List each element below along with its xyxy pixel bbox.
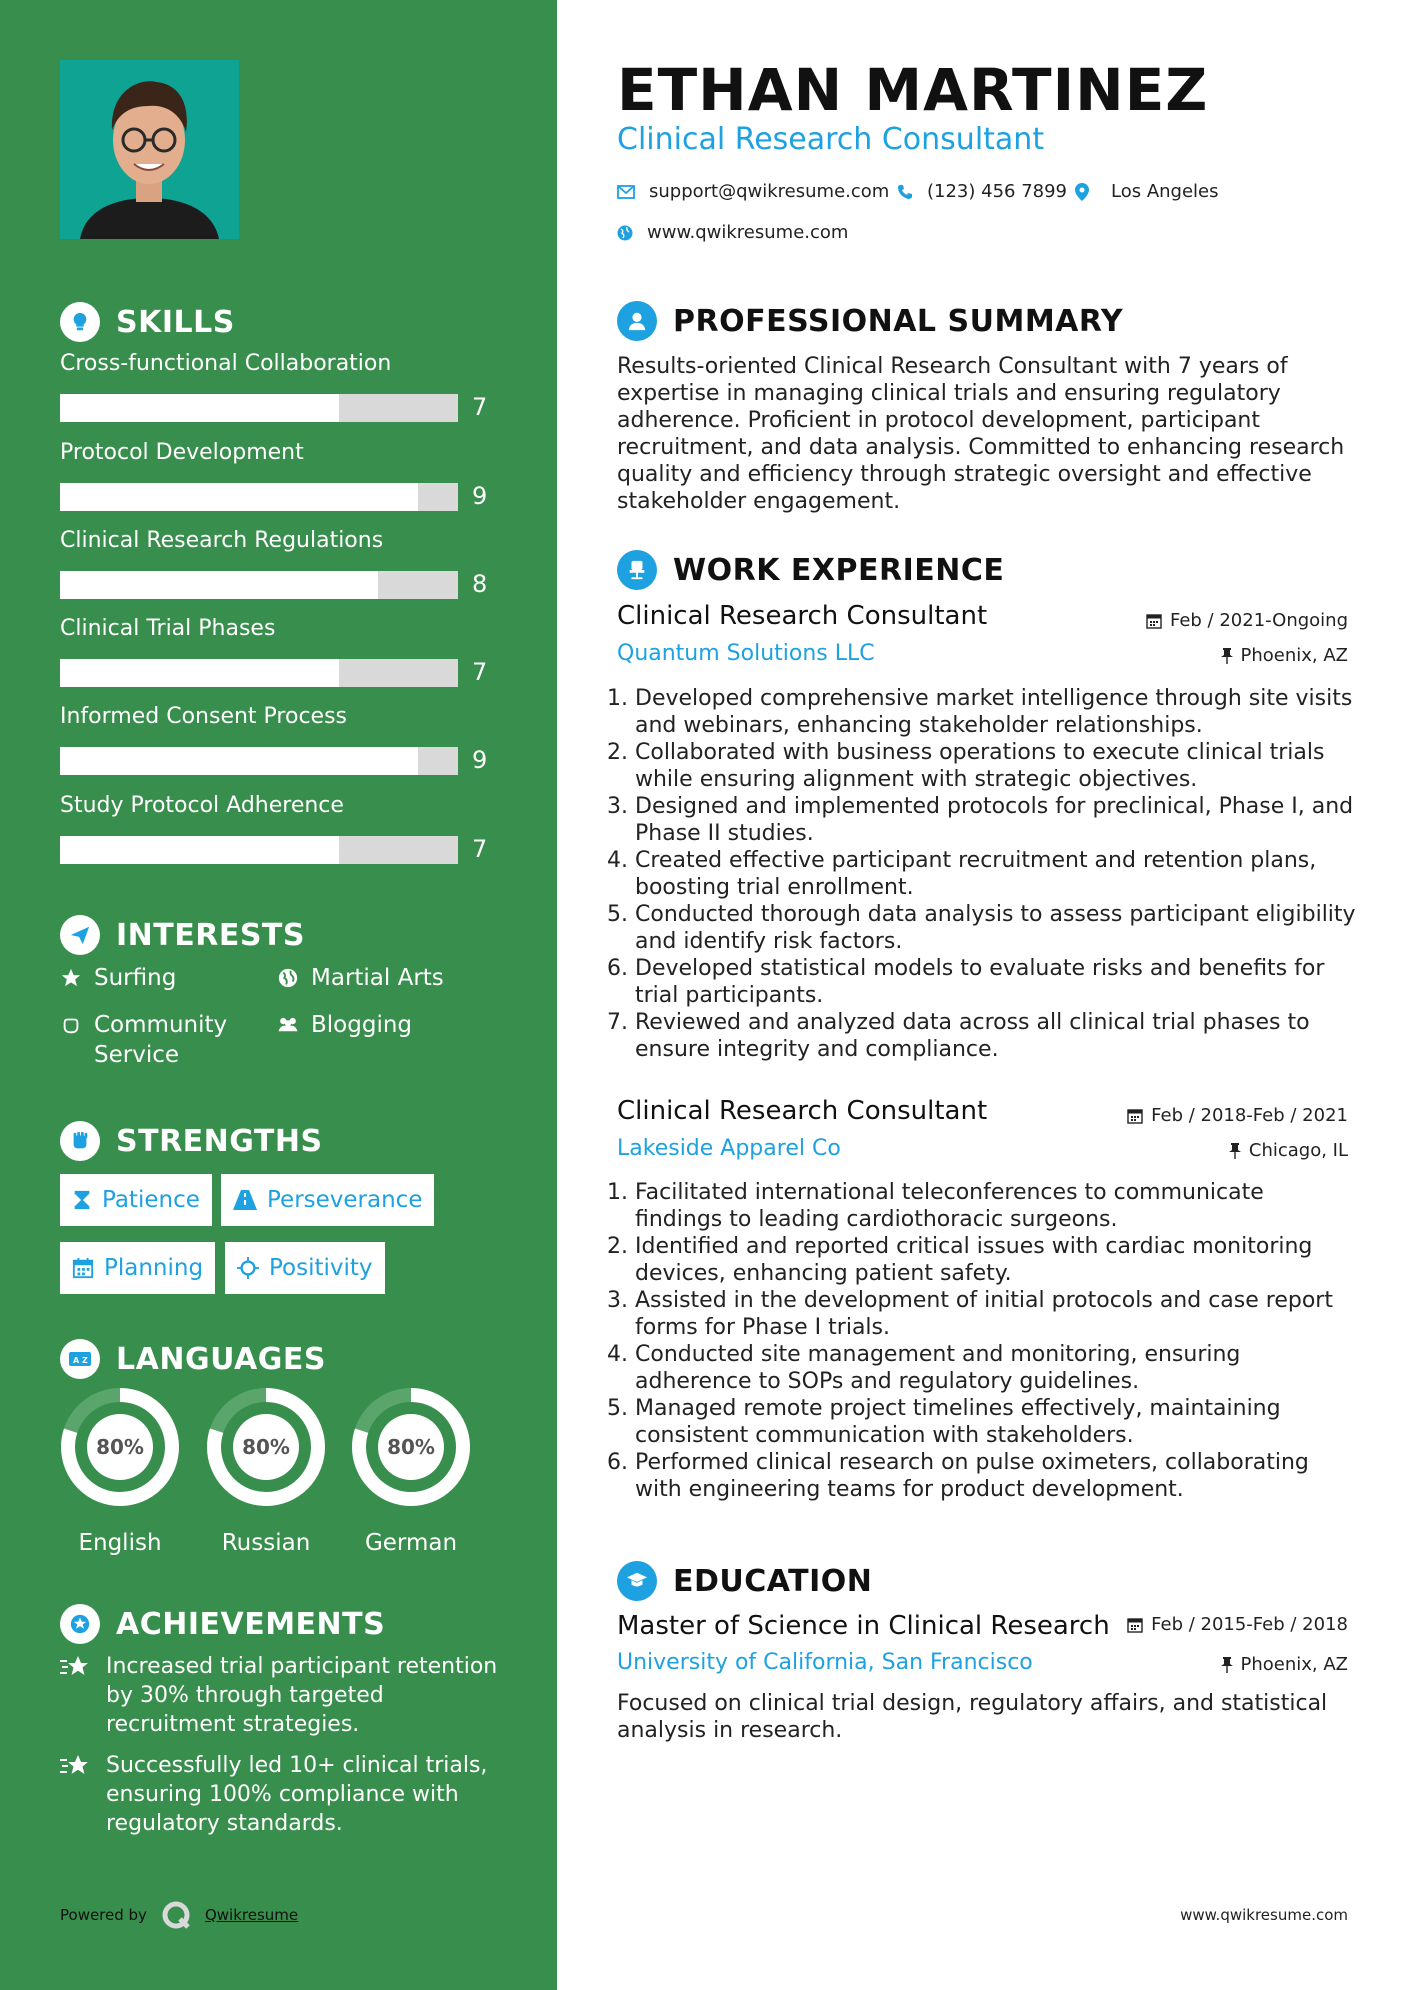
skill-bar [60, 394, 458, 422]
language-percent: 80% [96, 1435, 144, 1459]
star-badge-icon [60, 1751, 94, 1838]
paper-plane-icon [60, 915, 100, 955]
globe-icon [617, 225, 633, 241]
contact-email[interactable]: support@qwikresume.com [617, 181, 889, 202]
powered-by: Powered by Qwikresume [60, 1900, 298, 1930]
skill-name: Clinical Research Regulations [60, 528, 384, 553]
fist-icon [60, 1121, 100, 1161]
contact-website[interactable]: www.qwikresume.com [617, 222, 848, 243]
education-heading: EDUCATION [617, 1561, 872, 1601]
language-item [350, 1386, 472, 1556]
skill-bar-fill [60, 659, 339, 687]
skill-name: Protocol Development [60, 440, 304, 465]
job-company: Lakeside Apparel Co [617, 1136, 841, 1161]
achievement-item: Successfully led 10+ clinical trials, ensuring 100% compliance with regulatory standards. [60, 1751, 510, 1838]
education-date: Feb / 2015-Feb / 2018 [1127, 1614, 1348, 1635]
language-name: English [78, 1530, 162, 1556]
education-location: Phoenix, AZ [1221, 1654, 1349, 1675]
language-progress-ring [59, 1386, 181, 1508]
phone-icon [897, 184, 913, 200]
achievement-item: Increased trial participant retention by 30% through targeted recruitment strategies. [60, 1652, 510, 1739]
interest-item: Martial Arts [277, 963, 444, 993]
language-item [59, 1386, 181, 1556]
pushpin-icon [1221, 648, 1233, 664]
users-icon [277, 1010, 299, 1036]
job-date: Feb / 2021-Ongoing [1146, 610, 1348, 631]
skill-name: Clinical Trial Phases [60, 616, 276, 641]
language-icon [60, 1339, 100, 1379]
duty-item: 6. Developed statistical models to evaluate risks and benefits for trial participants. [635, 955, 1357, 1009]
education-text: Focused on clinical trial design, regulatory affairs, and statistical analysis in research. [617, 1691, 1328, 1743]
interest-item: Community Service [60, 1010, 260, 1070]
sun-icon [237, 1257, 259, 1279]
star-badge-icon [60, 1652, 94, 1739]
duty-item: 3. Designed and implemented protocols for preclinical, Phase I, and Phase II studies. [635, 793, 1357, 847]
road-icon [233, 1190, 257, 1210]
skill-item [60, 616, 500, 686]
svg-text:A: A [73, 1356, 80, 1365]
skill-bar-fill [60, 571, 378, 599]
hand-icon [60, 1010, 82, 1036]
skill-bar [60, 836, 458, 864]
summary-heading: PROFESSIONAL SUMMARY [617, 301, 1123, 341]
svg-text:Z: Z [82, 1356, 88, 1365]
language-progress-ring [205, 1386, 327, 1508]
star-icon [60, 963, 82, 989]
skill-value: 9 [472, 746, 488, 774]
skill-bar [60, 571, 458, 599]
calendar-icon [72, 1257, 94, 1279]
interests-heading: INTERESTS [60, 915, 305, 955]
languages-heading: A Z LANGUAGES [60, 1339, 326, 1379]
map-pin-icon [1075, 183, 1089, 201]
skill-value: 7 [472, 835, 488, 863]
summary-text: Results-oriented Clinical Research Consultant with 7 years of expertise in managing clinical trials and ensuring regulatory adherence. Proficient in protocol development, participant recruitment, and data analysis. Committed to enhancing research quality and efficiency through strategic oversight and effective stakeholder engagement. [617, 354, 1345, 514]
achievement-star-icon [60, 1604, 100, 1644]
skill-bar [60, 659, 458, 687]
job-date: Feb / 2018-Feb / 2021 [1127, 1105, 1348, 1126]
school-name: University of California, San Francisco [617, 1650, 1033, 1675]
duty-item: 5. Managed remote project timelines effectively, maintaining consistent communication with stakeholders. [635, 1395, 1357, 1449]
degree-title: Master of Science in Clinical Research [617, 1611, 1110, 1641]
duty-item: 2. Collaborated with business operations to execute clinical trials while ensuring alignment with strategic objectives. [635, 739, 1357, 793]
duty-item: 1. Developed comprehensive market intelligence through site visits and webinars, enhancing stakeholder relationships. [635, 685, 1357, 739]
job-location: Phoenix, AZ [1221, 645, 1349, 666]
job-title: Clinical Research Consultant [617, 601, 988, 631]
pushpin-icon [1229, 1143, 1241, 1159]
qwikresume-logo-icon [161, 1900, 191, 1930]
lightbulb-icon [60, 302, 100, 342]
duty-item: 3. Assisted in the development of initial protocols and case report forms for Phase I trials. [635, 1287, 1357, 1341]
achievements-heading: ACHIEVEMENTS [60, 1604, 385, 1644]
duty-item: 2. Identified and reported critical issues with cardiac monitoring devices, enhancing patient safety. [635, 1233, 1357, 1287]
interest-item: Blogging [277, 1010, 412, 1040]
duty-item: 1. Facilitated international teleconferences to communicate findings to leading cardiothoracic surgeons. [635, 1179, 1357, 1233]
contact-location: Los Angeles [1075, 181, 1219, 202]
skill-item [60, 704, 500, 774]
footer-website[interactable]: www.qwikresume.com [1180, 1906, 1348, 1924]
strength-badge: Positivity [225, 1242, 385, 1294]
language-percent: 80% [387, 1435, 435, 1459]
language-name: Russian [221, 1530, 311, 1556]
skill-bar-fill [60, 394, 339, 422]
skill-name: Cross-functional Collaboration [60, 351, 392, 376]
language-progress-ring [350, 1386, 472, 1508]
skill-item [60, 793, 500, 863]
pushpin-icon [1221, 1657, 1233, 1673]
skill-value: 7 [472, 658, 488, 686]
strength-badge: Perseverance [221, 1174, 434, 1226]
calendar-icon [1127, 1617, 1143, 1633]
skill-value: 7 [472, 393, 488, 421]
skill-name: Informed Consent Process [60, 704, 347, 729]
sidebar [0, 0, 557, 1990]
strengths-heading: STRENGTHS [60, 1121, 323, 1161]
skill-item [60, 351, 500, 421]
skill-name: Study Protocol Adherence [60, 793, 344, 818]
skill-bar-fill [60, 483, 418, 511]
duty-item: 6. Performed clinical research on pulse oximeters, collaborating with engineering teams for product development. [635, 1449, 1357, 1503]
job-location: Chicago, IL [1229, 1140, 1348, 1161]
language-item [205, 1386, 327, 1556]
skill-bar-fill [60, 836, 339, 864]
language-name: German [364, 1530, 458, 1556]
skill-bar [60, 483, 458, 511]
duty-item: 5. Conducted thorough data analysis to assess participant eligibility and identify risk factors. [635, 901, 1357, 955]
job-duties [617, 1179, 1357, 1503]
skill-value: 8 [472, 570, 488, 598]
skill-bar [60, 747, 458, 775]
contact-phone[interactable]: (123) 456 7899 [897, 181, 1067, 202]
user-icon [617, 301, 657, 341]
skill-value: 9 [472, 482, 488, 510]
language-percent: 80% [242, 1435, 290, 1459]
candidate-name: ETHAN MARTINEZ [617, 56, 1209, 124]
interest-item: Surfing [60, 963, 176, 993]
candidate-role: Clinical Research Consultant [617, 122, 1045, 157]
duty-item: 4. Created effective participant recruitment and retention plans, boosting trial enrollment. [635, 847, 1357, 901]
skills-heading: SKILLS [60, 302, 235, 342]
skill-item [60, 528, 500, 598]
envelope-icon [617, 185, 635, 199]
strength-badge: Planning [60, 1242, 215, 1294]
job-duties [617, 685, 1357, 1063]
job-company: Quantum Solutions LLC [617, 641, 875, 666]
experience-heading: WORK EXPERIENCE [617, 550, 1004, 590]
duty-item: 4. Conducted site management and monitoring, ensuring adherence to SOPs and regulatory guidelines. [635, 1341, 1357, 1395]
skill-bar-fill [60, 747, 418, 775]
calendar-icon [1146, 613, 1162, 629]
skill-item [60, 440, 500, 510]
qwikresume-link[interactable]: Qwikresume [204, 1906, 299, 1924]
profile-photo [60, 60, 239, 239]
calendar-icon [1127, 1108, 1143, 1124]
chair-icon [617, 550, 657, 590]
strength-badge: Patience [60, 1174, 212, 1226]
job-title: Clinical Research Consultant [617, 1096, 988, 1126]
duty-item: 7. Reviewed and analyzed data across all clinical trial phases to ensure integrity and compliance. [635, 1009, 1357, 1063]
globe-icon [277, 963, 299, 989]
hourglass-icon [72, 1189, 92, 1211]
graduation-icon [617, 1561, 657, 1601]
